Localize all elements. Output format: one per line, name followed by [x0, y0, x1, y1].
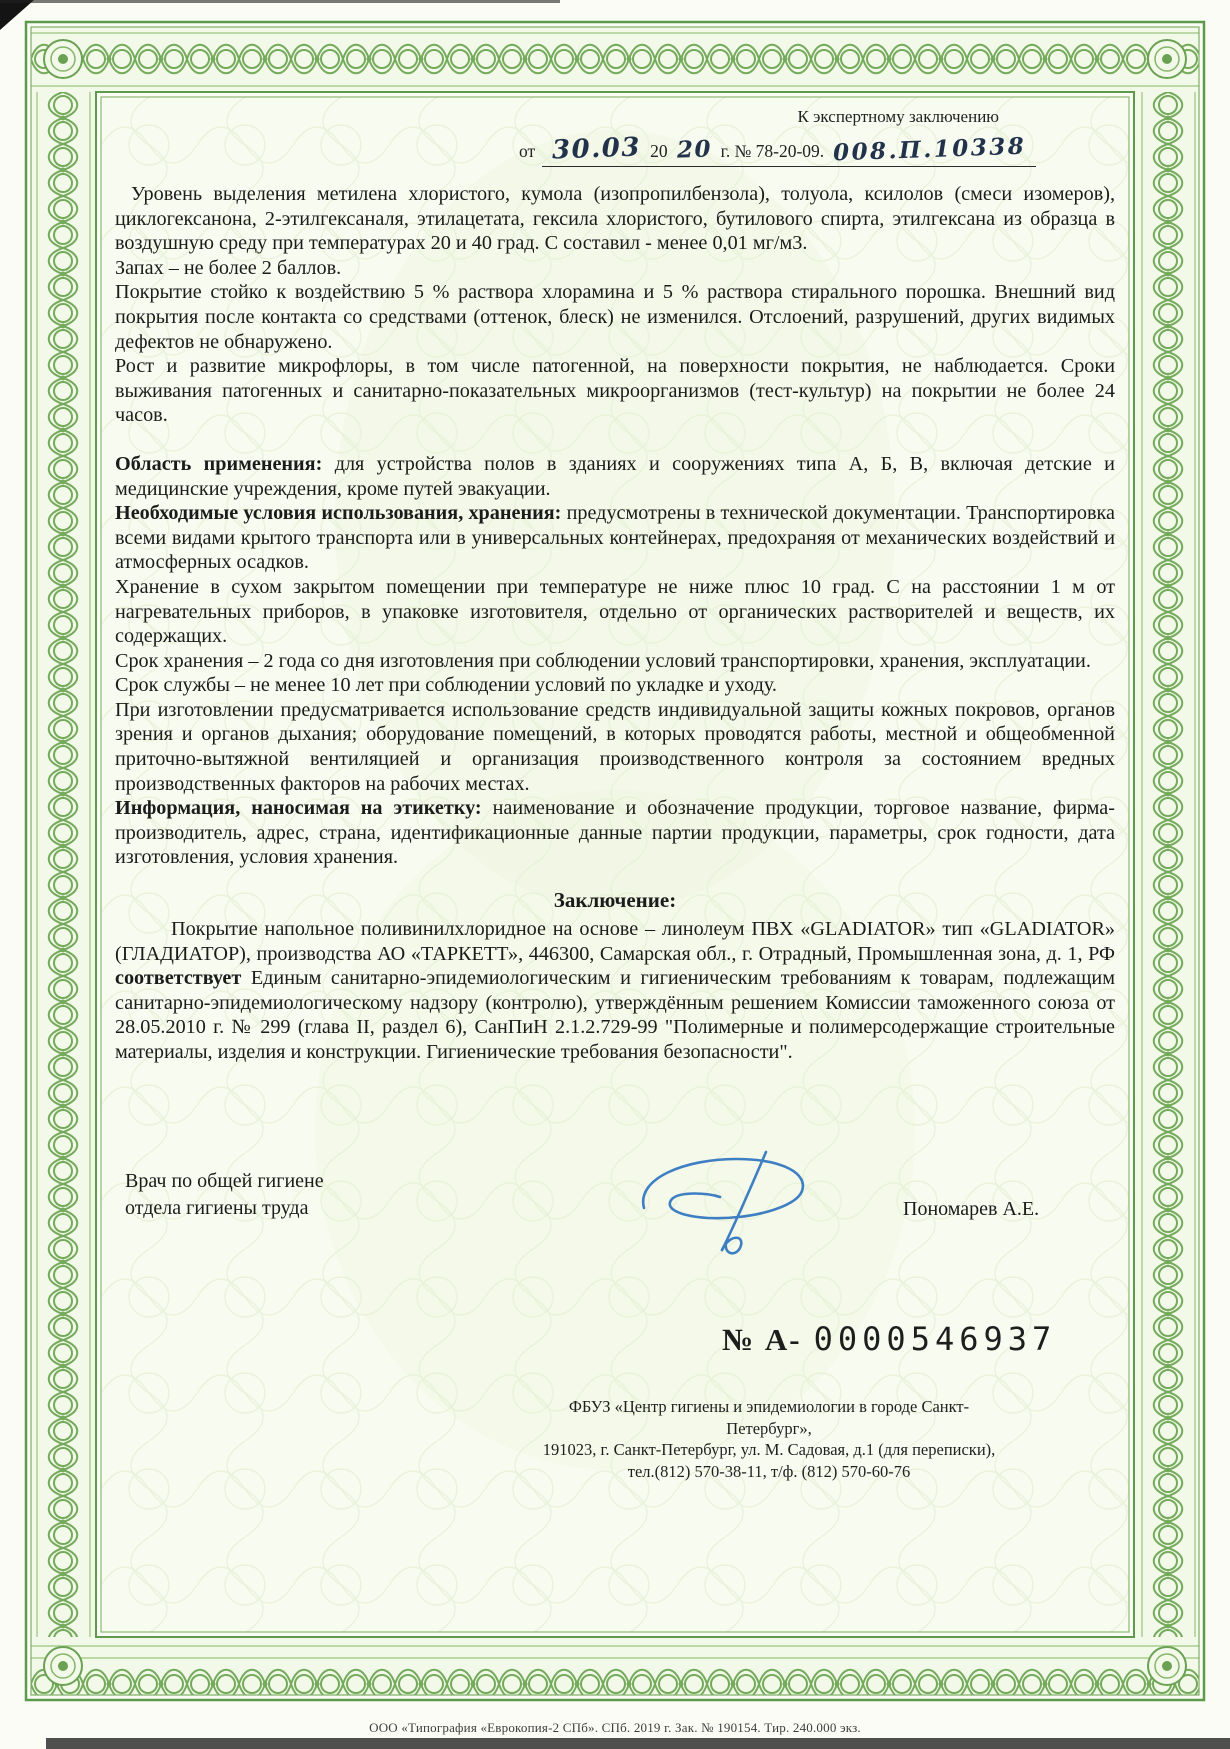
paragraph-text: Рост и развитие микрофлоры, в том числе патогенной, на поверхности покрытия, не наблюдается. Сроки выживания патогенных и санитарно-показательных микроорганизмов (тест-культур) на покрытии не более 24 часов. — [115, 355, 1115, 427]
paragraph-text: наименование и обозначение продукции, торговое название, фирма-производитель, адрес, страна, идентификационные данные партии продукции, параметры, срок годности, дата изготовления, условия хранения. — [115, 797, 1115, 869]
issuer-address: 191023, г. Санкт-Петербург, ул. М. Садовая, д.1 (для переписки), — [542, 1440, 996, 1459]
conclusion-text-post: Единым санитарно-эпидемиологическим и гигиеническим требованиям к товарам, подлежащим санитарно-эпидемиологическому надзору (контролю), утверждённым решением Комиссии таможенного союза от 28.05.2010 г. № 299 (глава II, раздел 6), СанПиН 2.1.2.729-99 "Полимерные и полимерсодержащие строительные материалы, изделия и конструкции. Гигиенические требования безопасности". — [115, 967, 1115, 1063]
serial-prefix: № А- — [722, 1322, 802, 1357]
paragraph — [115, 280, 1115, 354]
paragraph — [115, 256, 1115, 281]
paragraph — [115, 698, 1115, 796]
paragraph — [115, 354, 1115, 428]
paragraph-lead: Область применения: — [115, 452, 323, 475]
paragraph-text: Уровень выделения метилена хлористого, кумола (изопропилбензола), толуола, ксилолов (смеси изомеров), циклогексанона, 2-этилгексаналя, этилацетата, гексила хлористого, бутилового спирта, этилгексана из образца в воздушную среду при температурах 20 и 40 град. С составил - менее 0,01 мг/м3. — [115, 183, 1115, 255]
signatory-role — [125, 1168, 324, 1222]
paragraph-text: предусмотрены в технической документации. Транспортировка всеми видами крытого транспорта или в универсальных контейнерах, предохраняя от механических воздействий и атмосферных осадков. — [115, 502, 1115, 574]
paragraph — [115, 575, 1115, 649]
handwritten-year: 20 — [676, 135, 713, 164]
serial-digits: 0000546937 — [813, 1320, 1057, 1358]
handwritten-signature — [612, 1136, 842, 1261]
paragraph — [115, 182, 1115, 256]
paragraph-text: При изготовлении предусматривается использование средств индивидуальной защиты кожных покровов, органов зрения и органов дыхания; оборудование помещений, в которых проводятся работы, местной и общеобменной приточно-вытяжной вентиляцией и организация производственного контроля за состоянием вредных производственных факторов на рабочих местах. — [115, 698, 1115, 795]
year-prefix-printed: 20 — [650, 141, 668, 161]
date-line — [519, 134, 1115, 167]
doc-number-printed: г. № 78-20-09. — [720, 141, 825, 161]
paragraph-text: для устройства полов в зданиях и сооружениях типа А, Б, В, включая детские и медицинские учреждения, кроме путей эвакуации. — [115, 452, 1115, 500]
handwritten-doc-number: 008.П.10338 — [832, 132, 1027, 167]
paragraph-text: Покрытие стойко к воздействию 5 % раствора хлорамина и 5 % раствора стирального порошка. Внешний вид покрытия после контакта со средствами (оттенок, блеск) не изменился. Отслоений, разрушений, других видимых дефектов не обнаружено. — [115, 281, 1115, 353]
paragraph-lead: Необходимые условия использования, хранения: — [115, 502, 562, 525]
paragraph-text: Хранение в сухом закрытом помещении при температуре не ниже плюс 10 град. С на расстоянии 1 м от нагревательных приборов, в упаковке изготовителя, отдельно от органических растворителей и веществ, их содержащих. — [115, 575, 1115, 648]
paragraph — [115, 649, 1115, 674]
paragraph — [115, 796, 1115, 870]
conclusion-text-bold: соответствует — [115, 967, 242, 990]
paragraph — [115, 673, 1115, 698]
date-blank-underline — [542, 134, 1036, 167]
handwritten-date: 30.03 — [551, 132, 642, 166]
paragraph-text: Запах – не более 2 баллов. — [115, 256, 342, 279]
conclusion-title: Заключение: — [553, 888, 677, 913]
serial-number — [722, 1320, 1056, 1358]
paragraph — [115, 452, 1115, 501]
conclusion-text-pre: Покрытие напольное поливинилхлоридное на основе – линолеум ПВХ «GLADIATOR» тип «GLADIATOR» (ГЛАДИАТОР), производства АО «ТАРКЕТТ», 446300, Самарская обл., г. Отрадный, Промышленная зона, д. 1, РФ — [115, 918, 1115, 965]
document-body — [101, 97, 1129, 1065]
paragraph-text: Срок хранения – 2 года со дня изготовления при соблюдении условий транспортировки, хранения, эксплуатации. — [115, 649, 1091, 672]
signatory-role-line1: Врач по общей гигиене — [125, 1170, 324, 1192]
paragraph-text: Срок службы – не менее 10 лет при соблюдении условий по укладке и уходу. — [115, 674, 777, 697]
header-note: К экспертному заключению — [797, 107, 999, 126]
date-prefix-label: от — [519, 141, 536, 161]
issuer-phones: тел.(812) 570-38-11, т/ф. (812) 570-60-76 — [627, 1461, 911, 1481]
paragraph-lead: Информация, наносимая на этикетку: — [115, 797, 482, 820]
print-footer: ООО «Типография «Еврокопия-2 СПб». СПб. 2019 г. Зак. № 190154. Тир. 240.000 экз. — [369, 1720, 861, 1735]
issuer-name: ФБУЗ «Центр гигиены и эпидемиологии в городе Санкт-Петербург», — [568, 1397, 970, 1438]
issuer-block — [530, 1396, 1008, 1482]
conclusion-paragraph — [115, 917, 1115, 1065]
paragraph — [115, 501, 1115, 575]
signatory-role-line2: отдела гигиены труда — [125, 1197, 309, 1219]
paragraphs — [115, 182, 1115, 870]
signatory-name: Пономарев А.Е. — [903, 1198, 1040, 1220]
